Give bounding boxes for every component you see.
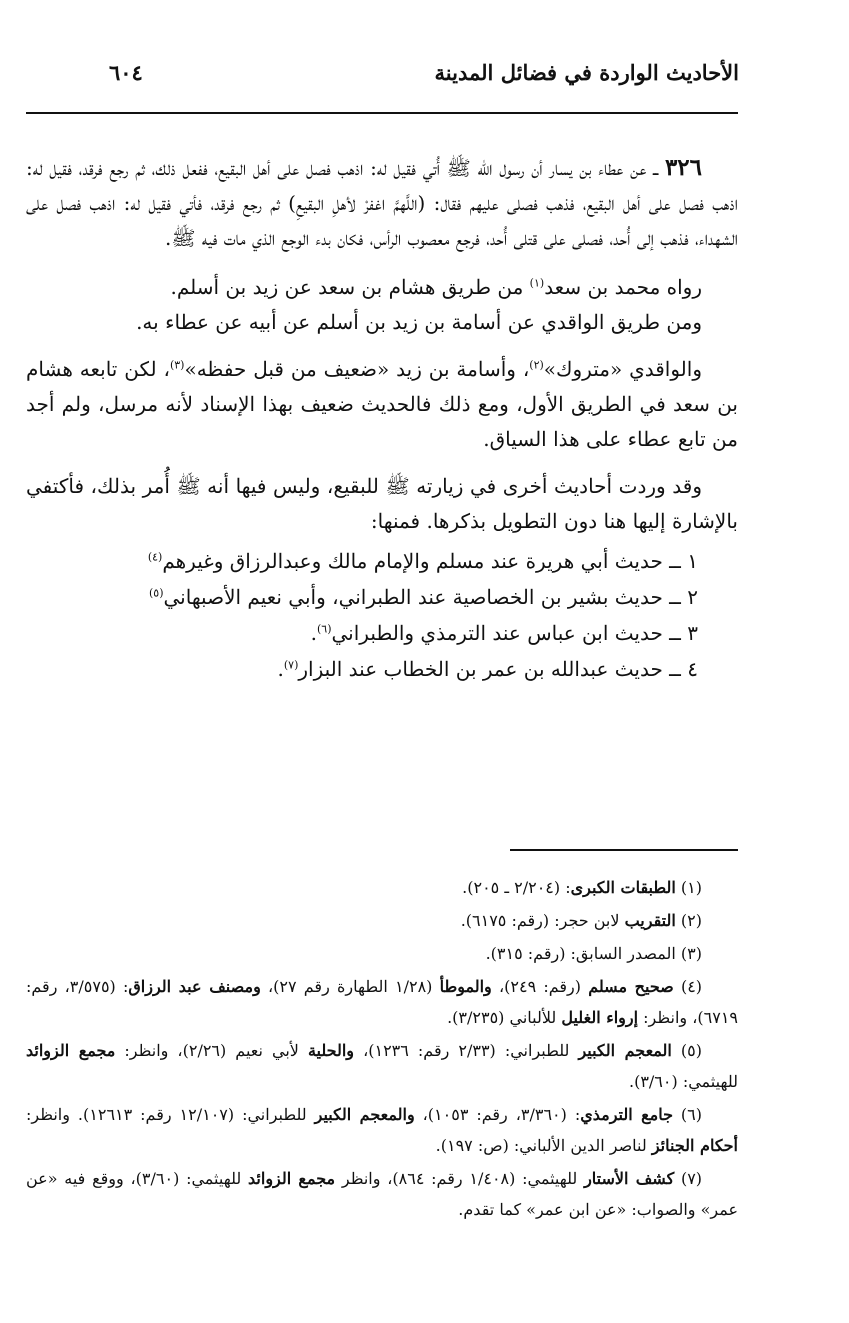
footnote-ref: (٣) — [169, 358, 185, 372]
source-title: صحيح مسلم — [588, 977, 674, 996]
footnote-number: (١) — [675, 878, 702, 897]
takhrij-line-2: ومن طريق الواقدي عن أسامة بن زيد بن أسلم عن أبيه عن عطاء به. — [136, 310, 702, 334]
takhrij-text: رواه محمد بن سعد — [544, 275, 702, 299]
source-title: مجمع الزوائد — [26, 1041, 116, 1060]
hadith-text: ــ عن عطاء بن يسار أن رسول الله ﷺ أُتي فقيل له: اذهب فصل على أهل البقيع، ففعل ذلك، ثم رجع فرقد، فقيل له: اذهب فصل على أهل البقيع، فذهب فصلى عليهم فقال: (اللَّهمَّ اغفرْ لأهلِ البقيعِ) ثم رجع فرقد، فأتي فقيل له: اذهب فصل على الشهداء، فذهب إلى أُحد، فصلى على قتلى أُحد، فرجع معصوب الرأس، فكان بدء الوجع الذي مات فيه ﷺ. — [26, 156, 738, 250]
footnote-text: لأبي نعيم (٢/٢٦)، وانظر: — [115, 1041, 308, 1060]
list-item-text: ١ ــ حديث أبي هريرة عند مسلم والإمام مالك وعبدالرزاق وغيرهم — [162, 549, 698, 573]
footnote-ref: (٦) — [316, 622, 332, 636]
footnote-1 — [26, 872, 738, 903]
footnote-number: (٣) — [675, 944, 702, 963]
list-item-end: . — [310, 621, 317, 645]
list-item — [26, 543, 698, 579]
header-rule — [26, 112, 738, 114]
footnote-ref: (١) — [529, 276, 545, 290]
source-title: جامع الترمذي — [580, 1105, 673, 1124]
other-hadiths-list — [26, 543, 738, 687]
footnote-ref: (٥) — [148, 586, 164, 600]
takhrij-line-1 — [26, 270, 738, 305]
list-item-text: ٢ ــ حديث بشير بن الخصاصية عند الطبراني، وأبي نعيم الأصبهاني — [163, 585, 698, 609]
footnote-4 — [26, 971, 738, 1033]
grading-text: ، وأسامة بن زيد «ضعيف من قبل حفظه» — [184, 357, 530, 381]
footnote-text: للهيثمي: (١/٤٠٨ رقم: ٨٦٤)، وانظر — [335, 1169, 585, 1188]
footnote-ref: (٢) — [529, 358, 544, 372]
list-item-text: ٤ ــ حديث عبدالله بن عمر بن الخطاب عند البزار — [298, 657, 698, 681]
source-title: والموطأ — [439, 977, 492, 996]
footnote-2 — [26, 905, 738, 936]
footnote-7 — [26, 1163, 738, 1225]
footnote-text: لناصر الدين الألباني: (ص: ١٩٧). — [435, 1136, 652, 1155]
footnote-text: : (٣/٥٧٥، رقم: ٦٧١٩)، وانظر: — [26, 977, 738, 1027]
main-text — [26, 150, 738, 687]
hadith-number: ٣٢٦ — [664, 154, 702, 181]
source-title: إرواء الغليل — [561, 1008, 639, 1027]
footnote-text: لابن حجر: (رقم: ٦١٧٥). — [460, 911, 625, 930]
footnote-rule — [510, 849, 738, 851]
grading-text: والواقدي «متروك» — [543, 357, 702, 381]
list-item — [26, 579, 698, 615]
source-title: ومصنف عبد الرزاق — [128, 977, 261, 996]
takhrij-text: من طريق هشام بن سعد عن زيد بن أسلم. — [170, 275, 530, 299]
footnote-text: للهيثمي: (٣/٦٠)، ووقع فيه «عن عمر» والصواب: «عن ابن عمر» كما تقدم. — [26, 1169, 738, 1219]
list-item — [26, 651, 698, 687]
footnote-number: (٤) — [673, 977, 703, 996]
source-title: التقريب — [624, 911, 676, 930]
list-item-text: ٣ ــ حديث ابن عباس عند الترمذي والطبراني — [331, 621, 698, 645]
footnote-text: للألباني (٣/٢٣٥). — [447, 1008, 562, 1027]
footnote-text: للطبراني: (٢/٣٣ رقم: ١٢٣٦)، — [354, 1041, 579, 1060]
source-title: مجمع الزوائد — [248, 1169, 336, 1188]
list-item — [26, 615, 698, 651]
hadith-paragraph — [26, 150, 738, 256]
footnotes — [26, 872, 738, 1227]
footnote-number: (٦) — [672, 1105, 702, 1124]
list-item-end: . — [277, 657, 284, 681]
running-title: الأحاديث الواردة في فضائل المدينة — [434, 60, 739, 85]
footnote-text: المصدر السابق: (رقم: ٣١٥). — [485, 944, 676, 963]
footnote-number: (٥) — [671, 1041, 703, 1060]
spacer — [26, 457, 738, 469]
other-hadiths-intro: وقد وردت أحاديث أخرى في زيارته ﷺ للبقيع، وليس فيها أنه ﷺ أُمر بذلك، فأكتفي بالإشارة إليها هنا دون التطويل بذكرها. فمنها: — [26, 474, 738, 533]
source-title: كشف الأستار — [584, 1169, 675, 1188]
footnote-text: : (٣/٣٦٠، رقم: ١٠٥٣)، — [414, 1105, 581, 1124]
spacer — [26, 340, 738, 352]
footnote-text: (١/٢٨ الطهارة رقم ٢٧)، — [260, 977, 440, 996]
footnote-ref: (٧) — [283, 658, 299, 672]
footnote-text: للهيثمي: (٣/٦٠). — [628, 1072, 738, 1091]
footnote-3 — [26, 938, 738, 969]
footnote-number: (٧) — [674, 1169, 703, 1188]
footnote-6 — [26, 1099, 738, 1161]
footnote-5 — [26, 1035, 738, 1097]
footnote-number: (٢) — [675, 911, 702, 930]
source-title: والحلية — [307, 1041, 355, 1060]
source-title: المعجم الكبير — [578, 1041, 672, 1060]
page-number: ٦٠٤ — [109, 60, 143, 85]
source-title: والمعجم الكبير — [314, 1105, 415, 1124]
source-title: الطبقات الكبرى — [570, 878, 676, 897]
grading-paragraph — [26, 352, 738, 457]
footnote-text: (رقم: ٢٤٩)، — [491, 977, 589, 996]
footnote-ref: (٤) — [147, 550, 163, 564]
source-title: أحكام الجنائز — [651, 1136, 738, 1155]
footnote-text: : (٢/٢٠٤ ـ ٢٠٥). — [462, 878, 571, 897]
grading-text: ، لكن تابعه هشام بن سعد في الطريق الأول، ومع ذلك فالحديث ضعيف بهذا الإسناد لأنه مرسل، ولم أجد من تابع عطاء على هذا السياق. — [26, 357, 738, 451]
footnote-text: للطبراني: (١٢/١٠٧ رقم: ١٢٦١٣). وانظر: — [26, 1105, 315, 1124]
